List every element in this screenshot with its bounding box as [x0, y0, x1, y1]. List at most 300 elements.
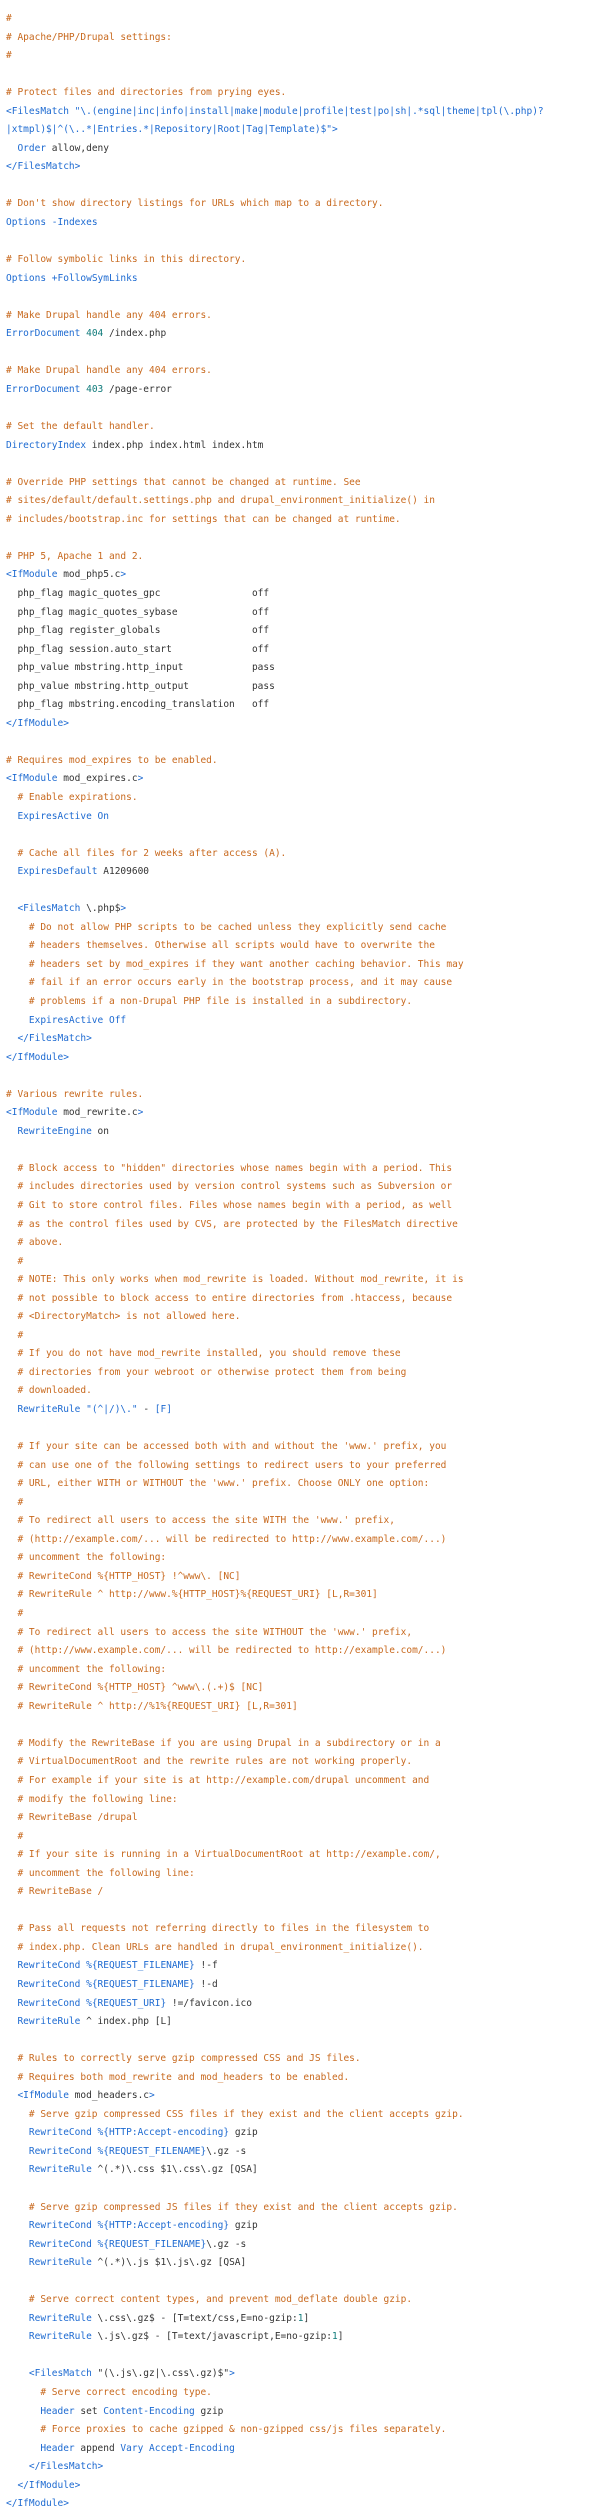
code-line: [6, 325, 600, 344]
code-line: [6, 678, 600, 697]
code-token-plain: \.gz -s: [206, 2238, 247, 2250]
code-token-comment: #: [6, 1496, 24, 1508]
code-token-plain: [6, 2443, 40, 2454]
code-line: [6, 974, 600, 993]
code-line: [6, 1197, 600, 1216]
code-line: [6, 1438, 600, 1457]
code-token-plain: !=/favicon.ico: [166, 1997, 252, 2009]
code-line: [6, 2199, 600, 2218]
code-token-comment: # Enable expirations.: [6, 791, 138, 803]
code-token-num: 404: [86, 328, 104, 340]
code-token-kw: RewriteCond: [28, 2220, 92, 2232]
code-token-plain: php_flag magic_quotes_gpc off: [6, 587, 270, 599]
code-token-kw: Accept-Encoding: [149, 2442, 235, 2454]
code-token-comment: # RewriteBase /drupal: [6, 1812, 138, 1824]
code-line: [6, 1568, 600, 1587]
code-line: [6, 1345, 600, 1364]
code-token-plain: gzip: [229, 2220, 258, 2232]
code-line: [6, 1902, 600, 1921]
code-token-comment: #: [6, 1255, 24, 1267]
code-line: [6, 604, 600, 623]
code-line: [6, 1160, 600, 1179]
code-token-plain: [6, 1126, 17, 1137]
code-line: [6, 1920, 600, 1939]
code-line: [6, 937, 600, 956]
code-token-plain: php_flag magic_quotes_sybase off: [6, 606, 270, 618]
code-token-plain: ^(.*)\.js $1\.js\.gz [QSA]: [91, 2257, 247, 2269]
code-line: [6, 2124, 600, 2143]
code-token-kw: ExpiresActive: [17, 810, 92, 822]
code-token-tag: >: [332, 124, 338, 136]
code-token-comment: # If your site can be accessed both with and without the 'www.' prefix, you: [6, 1441, 447, 1453]
code-line: [6, 1401, 600, 1420]
code-line: [6, 121, 600, 140]
code-token-tag: <IfModule: [17, 2090, 69, 2102]
code-token-comment: # For example if your site is at http://example.com/drupal uncomment and: [6, 1774, 430, 1786]
code-token-kw: DirectoryIndex: [6, 439, 87, 451]
code-token-plain: [6, 2127, 29, 2138]
code-token-comment: # headers themselves. Otherwise all scripts would have to overwrite the: [6, 940, 435, 952]
code-line: [6, 1012, 600, 1031]
code-token-plain: append: [74, 2442, 121, 2454]
code-token-comment: # Follow symbolic links in this directory.: [6, 254, 247, 266]
code-token-kw: Vary: [120, 2442, 144, 2454]
code-token-num: 1: [332, 2331, 338, 2343]
code-token-tag: <IfModule: [6, 773, 58, 785]
code-line: [6, 2495, 600, 2514]
code-line: [6, 1216, 600, 1235]
code-token-plain: \.css\.gz$ - [T=text/css,E=no-gzip:: [91, 2312, 298, 2324]
code-token-tag: </FilesMatch>: [17, 1033, 92, 1045]
code-line: [6, 2254, 600, 2273]
code-line: [6, 1420, 600, 1439]
code-line: [6, 585, 600, 604]
code-token-comment: # Requires mod_expires to be enabled.: [6, 754, 218, 766]
code-token-str: %{REQUEST_FILENAME}: [86, 1960, 195, 1972]
code-token-plain: [6, 2331, 29, 2342]
code-token-kw: RewriteRule: [28, 2164, 92, 2176]
code-line: [6, 659, 600, 678]
code-token-tag: </FilesMatch>: [28, 2461, 104, 2473]
code-token-plain: [6, 143, 17, 154]
code-line: [6, 1253, 600, 1272]
code-token-plain: [6, 2090, 17, 2101]
code-token-kw: -Indexes: [51, 217, 98, 229]
code-line: [6, 529, 600, 548]
code-line: [6, 1030, 600, 1049]
code-token-comment: # headers set by mod_expires if they want another caching behavior. This may: [6, 958, 464, 970]
code-line: [6, 2458, 600, 2477]
code-line: [6, 1791, 600, 1810]
code-line: [6, 956, 600, 975]
code-line: [6, 1883, 600, 1902]
code-token-comment: # Block access to "hidden" directories whose names begin with a period. This: [6, 1162, 453, 1174]
code-token-comment: # Cache all files for 2 weeks after access (A).: [6, 847, 287, 859]
code-token-comment: # includes directories used by version control systems such as Subversion or: [6, 1181, 453, 1193]
code-token-kw: RewriteCond: [17, 1997, 81, 2009]
code-line: [6, 2365, 600, 2384]
code-token-plain: ^ index.php [L]: [80, 2016, 172, 2028]
code-token-plain: [6, 1033, 17, 1044]
code-line: [6, 362, 600, 381]
code-line: [6, 1308, 600, 1327]
code-token-plain: [6, 2406, 40, 2417]
code-token-str: %{REQUEST_FILENAME}: [86, 1978, 195, 1990]
code-line: [6, 1642, 600, 1661]
code-line: [6, 2236, 600, 2255]
code-token-comment: # not possible to block access to entire directories from .htaccess, because: [6, 1292, 453, 1304]
code-token-str: "(^|/)\.": [86, 1404, 138, 1416]
code-line: [6, 1772, 600, 1791]
code-line: [6, 47, 600, 66]
code-token-plain: [6, 903, 17, 914]
code-line: [6, 2273, 600, 2292]
code-line: [6, 418, 600, 437]
code-token-str: %{REQUEST_URI}: [86, 1997, 167, 2009]
code-token-str: %{HTTP:Accept-encoding}: [97, 2127, 230, 2139]
code-token-tag: </FilesMatch>: [6, 161, 81, 173]
code-token-comment: # Serve gzip compressed CSS files if they exist and the client accepts gzip.: [6, 2108, 464, 2120]
code-token-kw: RewriteRule: [28, 2331, 92, 2343]
code-token-comment: # Rules to correctly serve gzip compressed CSS and JS files.: [6, 2053, 361, 2065]
code-token-plain: [6, 1015, 29, 1026]
code-line: [6, 548, 600, 567]
code-line: [6, 1141, 600, 1160]
code-token-kw: ErrorDocument: [6, 328, 81, 340]
code-line: [6, 103, 600, 122]
code-token-plain: [6, 866, 17, 877]
code-token-plain: [6, 2239, 29, 2250]
code-line: [6, 1549, 600, 1568]
code-token-comment: # above.: [6, 1237, 64, 1249]
code-token-str: [F]: [154, 1404, 172, 1416]
code-line: [6, 1624, 600, 1643]
code-token-comment: # Various rewrite rules.: [6, 1088, 144, 1100]
code-token-plain: php_value mbstring.http_input pass: [6, 662, 275, 674]
code-line: [6, 696, 600, 715]
code-token-tag: </IfModule>: [6, 1051, 69, 1063]
code-token-kw: RewriteCond: [28, 2238, 92, 2250]
code-token-comment: # sites/default/default.settings.php and drupal_environment_initialize() in: [6, 495, 435, 507]
code-token-plain: \.js\.gz$ - [T=text/javascript,E=no-gzip:: [91, 2331, 333, 2343]
code-token-comment: # (http://example.com/... will be redirected to http://www.example.com/...): [6, 1533, 447, 1545]
code-line: [6, 2440, 600, 2459]
code-token-plain: [6, 1404, 17, 1415]
code-line: [6, 2087, 600, 2106]
code-token-tag: >: [137, 773, 144, 785]
code-line: [6, 770, 600, 789]
code-token-comment: # index.php. Clean URLs are handled in drupal_environment_initialize().: [6, 1941, 424, 1953]
code-line: [6, 1753, 600, 1772]
code-token-comment: # Pass all requests not referring directly to files in the filesystem to: [6, 1923, 430, 1935]
code-token-plain: [6, 2313, 29, 2324]
code-line: [6, 2347, 600, 2366]
code-token-str: |xtmpl)$|^(\..*|Entries.*|Repository|Root|Tag|Template)$": [6, 124, 333, 136]
code-token-kw: RewriteCond: [28, 2145, 92, 2157]
code-token-comment: # <DirectoryMatch> is not allowed here.: [6, 1311, 241, 1323]
code-line: [6, 1067, 600, 1086]
code-line: [6, 1698, 600, 1717]
code-token-comment: # can use one of the following settings to redirect users to your preferred: [6, 1459, 447, 1471]
code-token-tag: >: [137, 1107, 144, 1119]
code-token-str: %{REQUEST_FILENAME}: [97, 2238, 207, 2250]
code-token-plain: ]: [303, 2312, 310, 2324]
code-token-comment: # To redirect all users to access the site WITH the 'www.' prefix,: [6, 1515, 395, 1527]
code-token-kw: Off: [108, 1014, 127, 1026]
code-token-tag: >: [120, 903, 127, 915]
code-token-kw: RewriteCond: [28, 2127, 92, 2139]
code-token-comment: #: [6, 1608, 24, 1620]
code-token-kw: Header: [40, 2442, 75, 2454]
code-token-comment: # NOTE: This only works when mod_rewrite is loaded. Without mod_rewrite, it is: [6, 1274, 464, 1286]
code-line: [6, 715, 600, 734]
code-token-comment: # uncomment the following line:: [6, 1867, 195, 1879]
code-line: [6, 1512, 600, 1531]
code-token-comment: # includes/bootstrap.inc for settings that can be changed at runtime.: [6, 513, 401, 525]
code-token-comment: # To redirect all users to access the site WITHOUT the 'www.' prefix,: [6, 1626, 413, 1638]
code-token-plain: [6, 1998, 17, 2009]
code-token-kw: RewriteEngine: [17, 1125, 92, 1137]
code-line: [6, 1976, 600, 1995]
code-token-plain: /page-error: [103, 383, 172, 395]
code-line: [6, 1735, 600, 1754]
code-line: [6, 2013, 600, 2032]
code-line: [6, 1586, 600, 1605]
code-line: [6, 845, 600, 864]
code-line: [6, 1382, 600, 1401]
code-token-comment: # Don't show directory listings for URLs which map to a directory.: [6, 198, 384, 210]
code-token-plain: [6, 811, 17, 822]
code-token-kw: +FollowSymLinks: [51, 272, 138, 284]
code-line: [6, 1327, 600, 1346]
code-line: [6, 1939, 600, 1958]
code-token-plain: [6, 2164, 29, 2175]
code-line: [6, 288, 600, 307]
code-line: [6, 2050, 600, 2069]
code-token-plain: mod_php5.c: [57, 569, 121, 581]
code-line: [6, 158, 600, 177]
code-token-plain: php_flag register_globals off: [6, 625, 270, 637]
code-token-plain: ^(.*)\.css $1\.css\.gz [QSA]: [91, 2164, 258, 2176]
code-token-kw: Order: [17, 142, 47, 154]
code-line: [6, 2143, 600, 2162]
code-token-tag: >: [229, 2368, 235, 2380]
code-line: [6, 2421, 600, 2440]
code-token-tag: </IfModule>: [17, 2479, 81, 2491]
code-line: [6, 1364, 600, 1383]
code-line: [6, 474, 600, 493]
code-token-kw: RewriteRule: [17, 1404, 81, 1416]
code-token-comment: # Requires both mod_rewrite and mod_headers to be enabled.: [6, 2071, 350, 2083]
code-line: [6, 1049, 600, 1068]
code-line: [6, 808, 600, 827]
code-token-plain: [6, 2146, 29, 2157]
code-token-plain: gzip: [194, 2405, 224, 2417]
code-token-num: 403: [86, 383, 104, 395]
code-token-comment: # uncomment the following:: [6, 1552, 167, 1564]
code-token-plain: \.php$: [80, 903, 121, 915]
code-token-comment: # RewriteCond %{HTTP_HOST} !^www\. [NC]: [6, 1570, 241, 1582]
code-line: [6, 1716, 600, 1735]
code-token-kw: On: [97, 810, 109, 822]
code-token-comment: #: [6, 1329, 24, 1341]
code-token-plain: mod_headers.c: [68, 2090, 150, 2102]
code-token-plain: php_value mbstring.http_output pass: [6, 680, 275, 692]
code-line: [6, 1234, 600, 1253]
code-line: [6, 10, 600, 29]
code-line: [6, 492, 600, 511]
code-token-comment: # Git to store control files. Files whose names begin with a period, as well: [6, 1200, 453, 1211]
code-token-tag: </IfModule>: [6, 2498, 69, 2510]
code-line: [6, 900, 600, 919]
code-line: [6, 1846, 600, 1865]
code-line: [6, 66, 600, 85]
code-token-num: 1: [297, 2312, 304, 2324]
code-token-comment: # PHP 5, Apache 1 and 2.: [6, 550, 144, 562]
code-token-tag: <FilesMatch: [6, 105, 75, 117]
code-line: [6, 1178, 600, 1197]
code-token-comment: # Make Drupal handle any 404 errors.: [6, 365, 212, 377]
code-token-comment: # If your site is running in a VirtualDocumentRoot at http://example.com/,: [6, 1849, 441, 1861]
code-token-kw: RewriteRule: [28, 2257, 92, 2269]
code-line: [6, 195, 600, 214]
code-line: [6, 2310, 600, 2329]
code-token-plain: [6, 2480, 17, 2491]
code-line: [6, 1605, 600, 1624]
code-token-comment: # (http://www.example.com/... will be redirected to http://example.com/...): [6, 1645, 447, 1657]
code-token-plain: [6, 1979, 17, 1990]
code-line: [6, 2180, 600, 2199]
code-line: [6, 177, 600, 196]
code-line: [6, 1865, 600, 1884]
code-token-kw: RewriteRule: [17, 2016, 81, 2028]
code-line: [6, 733, 600, 752]
code-line: [6, 566, 600, 585]
code-token-plain: php_flag session.auto_start off: [6, 643, 270, 655]
code-token-comment: # Do not allow PHP scripts to be cached unless they explicitly send cache: [6, 921, 447, 933]
code-line: [6, 1957, 600, 1976]
code-token-comment: # Modify the RewriteBase if you are using Drupal in a subdirectory or in a: [6, 1737, 441, 1749]
code-token-comment: # RewriteRule ^ http://%1%{REQUEST_URI} [L,R=301]: [6, 1700, 298, 1712]
code-line: [6, 2032, 600, 2051]
code-token-comment: # downloaded.: [6, 1385, 92, 1397]
code-line: [6, 29, 600, 48]
code-token-comment: # RewriteCond %{HTTP_HOST} ^www\.(.+)$ [NC]: [6, 1682, 264, 1694]
code-line: [6, 993, 600, 1012]
code-line: [6, 437, 600, 456]
code-line: [6, 84, 600, 103]
code-line: [6, 307, 600, 326]
code-line: [6, 140, 600, 159]
code-line: [6, 1661, 600, 1680]
code-line: [6, 399, 600, 418]
code-token-str: %{REQUEST_FILENAME}: [97, 2145, 207, 2157]
code-line: [6, 270, 600, 289]
code-token-kw: Options: [6, 272, 47, 284]
code-line: [6, 1104, 600, 1123]
code-token-plain: !-f: [194, 1960, 218, 1972]
code-token-comment: # uncomment the following:: [6, 1663, 167, 1675]
code-line: [6, 1531, 600, 1550]
code-line: [6, 641, 600, 660]
code-line: [6, 214, 600, 233]
code-line: [6, 1086, 600, 1105]
code-token-tag: </IfModule>: [6, 717, 69, 729]
code-token-comment: # RewriteBase /: [6, 1886, 104, 1898]
code-line: [6, 789, 600, 808]
code-line: [6, 2217, 600, 2236]
code-line: [6, 1828, 600, 1847]
code-token-tag: <IfModule: [6, 1107, 58, 1119]
code-token-kw: RewriteRule: [28, 2312, 92, 2324]
code-line: [6, 1995, 600, 2014]
code-line: [6, 2328, 600, 2347]
code-token-plain: allow,deny: [46, 142, 109, 154]
code-line: [6, 1290, 600, 1309]
code-token-comment: # directories from your webroot or otherwise protect them from being: [6, 1366, 407, 1378]
code-line: [6, 622, 600, 641]
code-line: [6, 1457, 600, 1476]
code-line: [6, 1679, 600, 1698]
code-token-plain: "(\.js\.gz|\.css\.gz)$": [91, 2368, 230, 2380]
code-token-plain: index.php index.html index.htm: [86, 439, 264, 451]
code-token-comment: # Serve correct content types, and prevent mod_deflate double gzip.: [6, 2294, 413, 2306]
code-token-plain: [6, 2016, 17, 2027]
code-line: [6, 2291, 600, 2310]
code-line: [6, 1123, 600, 1142]
code-line: [6, 1494, 600, 1513]
code-line: [6, 455, 600, 474]
code-token-tag: >: [149, 2090, 155, 2102]
code-token-plain: A1209600: [97, 866, 150, 878]
code-token-comment: # as the control files used by CVS, are protected by the FilesMatch directive: [6, 1218, 458, 1230]
code-token-comment: # If you do not have mod_rewrite installed, you should remove these: [6, 1348, 401, 1360]
code-token-comment: # URL, either WITH or WITHOUT the 'www.' prefix. Choose ONLY one option:: [6, 1478, 430, 1490]
code-line: [6, 752, 600, 771]
code-token-plain: [6, 2368, 29, 2379]
code-token-comment: # Make Drupal handle any 404 errors.: [6, 309, 212, 321]
code-token-kw: ExpiresActive: [28, 1014, 104, 1026]
code-token-kw: RewriteCond: [17, 1960, 81, 1972]
code-token-kw: Options: [6, 217, 47, 229]
code-token-comment: # problems if a non-Drupal PHP file is installed in a subdirectory.: [6, 995, 413, 1007]
code-token-plain: mod_rewrite.c: [57, 1107, 138, 1119]
code-token-plain: [6, 2461, 29, 2472]
code-line: [6, 1271, 600, 1290]
code-token-comment: # Force proxies to cache gzipped & non-gzipped css/js files separately.: [6, 2424, 447, 2436]
code-line: [6, 381, 600, 400]
code-line: [6, 2161, 600, 2180]
code-line: [6, 2477, 600, 2496]
code-token-comment: # RewriteRule ^ http://www.%{HTTP_HOST}%{REQUEST_URI} [L,R=301]: [6, 1589, 378, 1601]
code-token-plain: [6, 2220, 29, 2231]
code-token-tag: <FilesMatch: [17, 903, 81, 915]
code-line: [6, 2106, 600, 2125]
code-token-comment: # Override PHP settings that cannot be changed at runtime. See: [6, 476, 361, 488]
code-token-comment: #: [6, 13, 12, 24]
code-token-plain: mod_expires.c: [57, 773, 138, 785]
code-token-kw: Header: [40, 2405, 75, 2417]
code-token-comment: # Protect files and directories from prying eyes.: [6, 87, 287, 99]
code-line: [6, 2069, 600, 2088]
code-line: [6, 2403, 600, 2422]
code-line: [6, 344, 600, 363]
code-token-kw: Content-Encoding: [103, 2405, 195, 2417]
code-line: [6, 1475, 600, 1494]
code-token-comment: # Apache/PHP/Drupal settings:: [6, 31, 172, 43]
code-token-str: "\.(engine|inc|info|install|make|module|profile|test|po|sh|.*sql|theme|tpl(\.php)?: [74, 105, 544, 117]
code-token-plain: [6, 1960, 17, 1971]
